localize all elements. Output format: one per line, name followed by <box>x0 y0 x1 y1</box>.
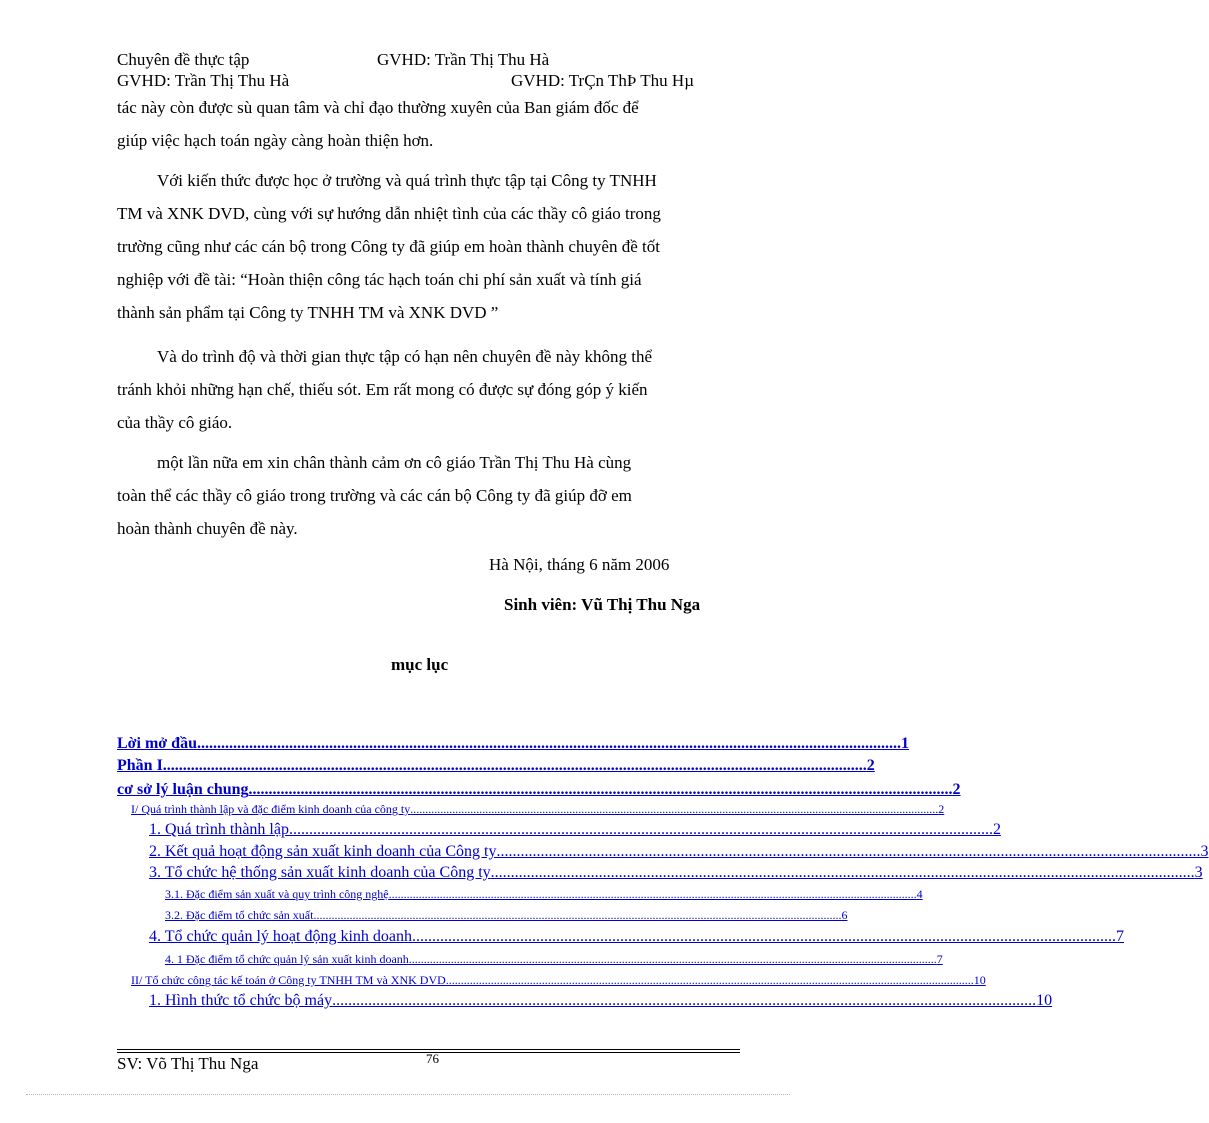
paragraph-line: TM và XNK DVD, cùng với sự hướng dẫn nhiệt tình của các thầy cô giáo trong <box>117 204 661 223</box>
toc-entry[interactable]: Phần I ................................................................................................................................................................................ 2 <box>117 757 875 774</box>
toc-entry-page: 3 <box>1194 864 1203 881</box>
toc-entry-text: I/ Quá trình thành lập và đặc điểm kinh doanh của công ty <box>131 802 411 816</box>
toc-entry-page: 2 <box>992 821 1001 838</box>
paragraph-line: giúp việc hạch toán ngày càng hoàn thiện hơn. <box>117 131 434 150</box>
place-date: Hà Nội, tháng 6 năm 2006 <box>489 555 670 574</box>
toc-entry-page: 10 <box>1036 992 1053 1009</box>
toc-entry-text: 3. Tổ chức hệ thống sản xuất kinh doanh của Công ty <box>149 864 491 881</box>
toc-entry[interactable]: Lời mở đầu ................................................................................................................................................................................ 1 <box>117 735 909 752</box>
toc-entry-text: 4. 1 Đặc điểm tổ chức quản lý sản xuất kinh doanh <box>165 952 409 966</box>
toc-entry-page: 6 <box>841 908 848 922</box>
paragraph-3 <box>117 340 739 439</box>
page-number: 76 <box>426 1051 439 1066</box>
header-title: Chuyên đề thực tập <box>117 50 250 69</box>
student-signature: Sinh viên: Vũ Thị Thu Nga <box>504 595 701 614</box>
paragraph-line: tránh khỏi những hạn chế, thiếu sót. Em rất mong có được sự đóng góp ý kiến <box>117 380 648 399</box>
toc-entry-page: 2 <box>952 781 961 798</box>
paragraph-1 <box>117 91 739 157</box>
toc-title: mục lục <box>391 655 449 674</box>
toc-entry[interactable]: 3.2. Đặc điểm tổ chức sản xuất ................................................................................................................................................................................ 6 <box>165 908 848 922</box>
toc-entry[interactable]: 1. Quá trình thành lập ................................................................................................................................................................................ 2 <box>149 821 1001 838</box>
toc-entry-page: 4 <box>916 887 923 901</box>
paragraph-line: Với kiến thức được học ở trường và quá trình thực tập tại Công ty TNHH <box>157 171 657 190</box>
toc-entry[interactable]: 4. Tổ chức quản lý hoạt động kinh doanh ................................................................................................................................................................................ 7 <box>149 928 1124 945</box>
paragraph-line: nghiệp với đề tài: “Hoàn thiện công tác hạch toán chi phí sản xuất và tính giá <box>117 270 642 289</box>
toc-entry-text: 4. Tổ chức quản lý hoạt động kinh doanh <box>149 928 412 945</box>
header-supervisor-right: GVHD: TrÇn ThÞ Thu Hµ <box>511 71 694 90</box>
toc-entry-page: 7 <box>936 952 943 966</box>
page-break-line <box>26 1094 790 1095</box>
footer-student: SV: Võ Thị Thu Nga <box>117 1054 259 1073</box>
paragraph-line: của thầy cô giáo. <box>117 413 233 432</box>
toc-entry-text: cơ sở lý luận chung <box>117 781 249 798</box>
toc-entry-text: 3.2. Đặc điểm tổ chức sản xuất <box>165 908 314 922</box>
paragraph-line: toàn thể các thầy cô giáo trong trường và các cán bộ Công ty đã giúp đỡ em <box>117 486 632 505</box>
toc-entry-text: II/ Tổ chức công tác kế toán ở Công ty TNHH TM và XNK DVD <box>131 973 446 987</box>
toc-entry[interactable]: 4. 1 Đặc điểm tổ chức quản lý sản xuất kinh doanh ................................................................................................................................................................................ 7 <box>165 952 943 966</box>
toc-entry[interactable]: 3.1. Đặc điểm sản xuất và quy trình công nghệ ................................................................................................................................................................................ 4 <box>165 887 923 901</box>
toc-entry-page: 3 <box>1200 843 1209 860</box>
header-supervisor-left: GVHD: Trần Thị Thu Hà <box>117 71 290 90</box>
toc-entry-page: 2 <box>866 757 875 774</box>
header-supervisor: GVHD: Trần Thị Thu Hà <box>377 50 550 69</box>
toc-entry-page: 7 <box>1116 928 1124 945</box>
footer-rule <box>117 1049 740 1050</box>
toc-entry[interactable]: 2. Kết quả hoạt động sản xuất kinh doanh của Công ty ................................................................................................................................................................................ 3 <box>149 843 1209 860</box>
toc-entry-text: Phần I <box>117 757 163 774</box>
toc-entry[interactable]: I/ Quá trình thành lập và đặc điểm kinh doanh của công ty ................................................................................................................................................................................ 2 <box>131 802 945 816</box>
toc-entry-page: 1 <box>900 735 909 752</box>
toc-entry-text: 1. Hình thức tổ chức bộ máy <box>149 992 333 1009</box>
paragraph-line: hoàn thành chuyên đề này. <box>117 519 298 538</box>
toc-entry-page: 10 <box>973 973 986 987</box>
toc-entry[interactable]: cơ sở lý luận chung ................................................................................................................................................................................ 2 <box>117 781 961 798</box>
toc-entry-page: 2 <box>938 802 945 816</box>
paragraph-line: Và do trình độ và thời gian thực tập có hạn nên chuyên đề này không thể <box>157 347 653 366</box>
toc-entry-text: 1. Quá trình thành lập <box>149 821 289 838</box>
toc-entry-text: Lời mở đầu <box>117 735 197 752</box>
paragraph-line: trường cũng như các cán bộ trong Công ty đã giúp em hoàn thành chuyên đề tốt <box>117 237 660 256</box>
toc-entry[interactable]: II/ Tổ chức công tác kế toán ở Công ty TNHH TM và XNK DVD ................................................................................................................................................................................ 10 <box>131 973 986 987</box>
toc-entry[interactable]: 1. Hình thức tổ chức bộ máy ................................................................................................................................................................................ 10 <box>149 992 1053 1009</box>
paragraph-line: một lần nữa em xin chân thành cảm ơn cô giáo Trần Thị Thu Hà cùng <box>157 453 632 472</box>
paragraph-line: thành sản phẩm tại Công ty TNHH TM và XNK DVD ” <box>117 303 499 322</box>
toc-entry-text: 2. Kết quả hoạt động sản xuất kinh doanh của Công ty <box>149 843 497 860</box>
toc-entry-text: 3.1. Đặc điểm sản xuất và quy trình công nghệ <box>165 887 389 901</box>
paragraph-4 <box>117 446 739 545</box>
toc-entry[interactable]: 3. Tổ chức hệ thống sản xuất kinh doanh của Công ty ................................................................................................................................................................................ 3 <box>149 864 1203 881</box>
paragraph-line: tác này còn được sù quan tâm và chỉ đạo thường xuyên của Ban giám đốc để <box>117 98 639 117</box>
paragraph-2 <box>117 164 739 329</box>
